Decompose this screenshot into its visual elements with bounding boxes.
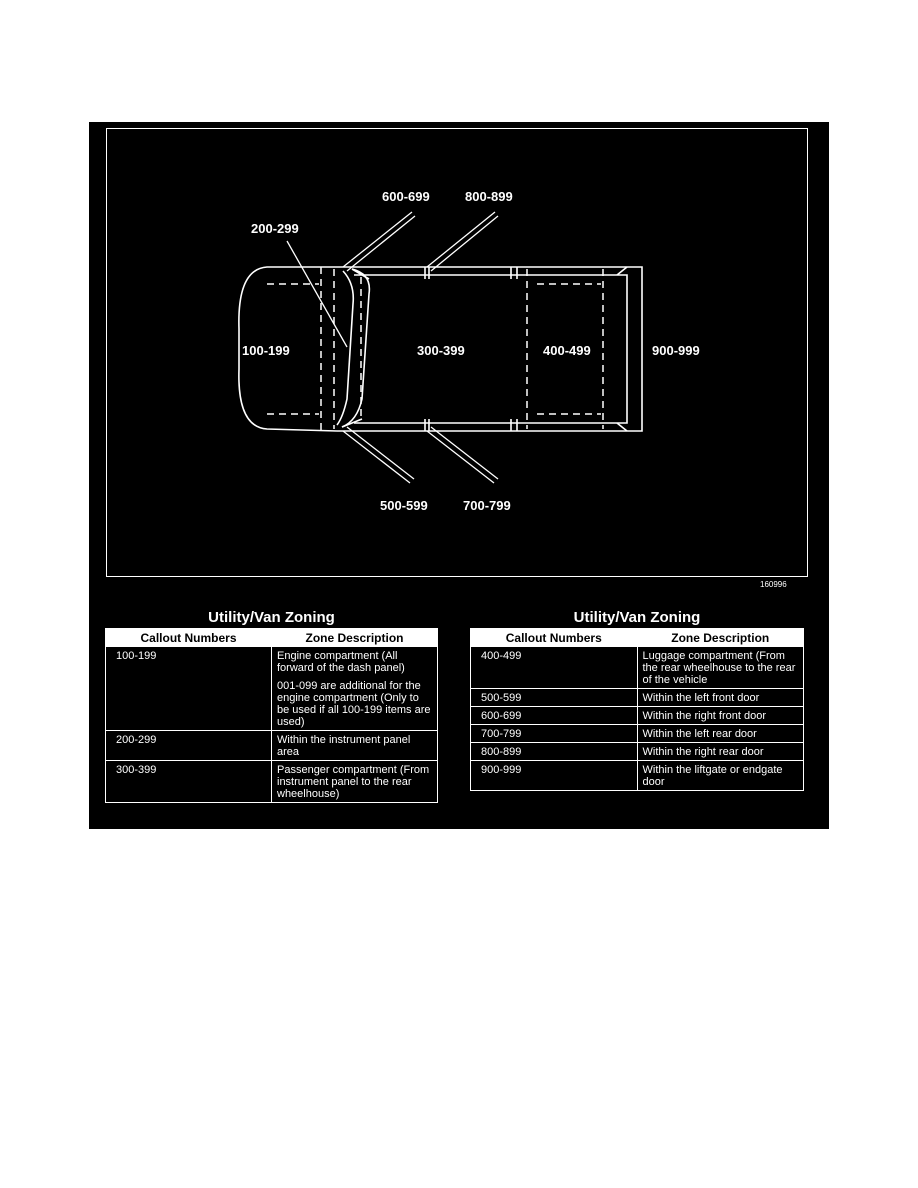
- leader-700b: [431, 427, 498, 479]
- description-text: Within the instrument panel area: [277, 734, 411, 758]
- description-text: Within the left front door: [642, 692, 760, 704]
- van-outline-svg: [107, 129, 809, 578]
- description-text: Within the liftgate or endgate door: [642, 764, 783, 788]
- zone-label-200: 200-299: [251, 221, 299, 236]
- description-cell: [637, 743, 804, 761]
- description-text: Within the right rear door: [642, 746, 764, 758]
- description-cell: [637, 689, 804, 707]
- description-text: Within the left rear door: [642, 728, 757, 740]
- leader-200: [287, 241, 347, 347]
- leader-600a: [343, 212, 412, 267]
- leader-lines: [287, 212, 498, 483]
- van-rear-inner: [617, 275, 627, 423]
- callout-cell: 800-899: [471, 743, 638, 761]
- leader-600b: [347, 216, 415, 271]
- table-row: [471, 725, 804, 743]
- description-cell: [272, 761, 438, 803]
- left-table-header-desc: Zone Description: [272, 629, 438, 647]
- description-text: Passenger compartment (From instrument panel to the rear wheelhouse): [277, 764, 430, 800]
- zone-label-300: 300-399: [417, 343, 465, 358]
- van-zoning-diagram: [106, 128, 808, 577]
- leader-500a: [343, 431, 410, 483]
- zone-label-600: 600-699: [382, 189, 430, 204]
- table-row: [471, 707, 804, 725]
- zone-label-900: 900-999: [652, 343, 700, 358]
- callout-cell: 500-599: [471, 689, 638, 707]
- figure-code: 160996: [760, 580, 787, 589]
- description-cell: [272, 731, 438, 761]
- table-row: [106, 647, 438, 731]
- callout-cell: 100-199: [106, 647, 272, 731]
- right-zoning-table: [470, 628, 804, 791]
- right-table-header-desc: Zone Description: [637, 629, 804, 647]
- callout-cell: 600-699: [471, 707, 638, 725]
- van-rear-outer: [627, 267, 642, 431]
- table-row: [471, 761, 804, 791]
- right-table-header-callout: Callout Numbers: [471, 629, 638, 647]
- callout-cell: 700-799: [471, 725, 638, 743]
- description-cell: [637, 647, 804, 689]
- callout-cell: 900-999: [471, 761, 638, 791]
- left-table-header-callout: Callout Numbers: [106, 629, 272, 647]
- description-cell: [637, 761, 804, 791]
- leader-800b: [431, 216, 498, 271]
- description-cell: [272, 647, 438, 731]
- table-row: [106, 761, 438, 803]
- description-text: Engine compartment (All forward of the dash panel): [277, 650, 405, 674]
- table-row: [106, 731, 438, 761]
- left-table-title: Utility/Van Zoning: [208, 609, 335, 626]
- table-row: [471, 647, 804, 689]
- description-text: Luggage compartment (From the rear wheelhouse to the rear of the vehicle: [642, 650, 796, 686]
- description-text: 001-099 are additional for the engine compartment (Only to be used if all 100-199 items are used): [277, 680, 431, 728]
- zone-label-400: 400-499: [543, 343, 591, 358]
- callout-cell: 300-399: [106, 761, 272, 803]
- leader-500b: [347, 427, 414, 479]
- description-cell: [637, 707, 804, 725]
- leader-800a: [427, 212, 495, 267]
- callout-cell: 200-299: [106, 731, 272, 761]
- zone-label-800: 800-899: [465, 189, 513, 204]
- zone-label-700: 700-799: [463, 498, 511, 513]
- left-zoning-table: [105, 628, 438, 803]
- table-row: [471, 743, 804, 761]
- callout-cell: 400-499: [471, 647, 638, 689]
- zone-label-100: 100-199: [242, 343, 290, 358]
- description-text: Within the right front door: [642, 710, 767, 722]
- table-row: [471, 689, 804, 707]
- right-table-title: Utility/Van Zoning: [573, 609, 701, 626]
- zone-label-500: 500-599: [380, 498, 428, 513]
- description-cell: [637, 725, 804, 743]
- leader-700a: [427, 431, 494, 483]
